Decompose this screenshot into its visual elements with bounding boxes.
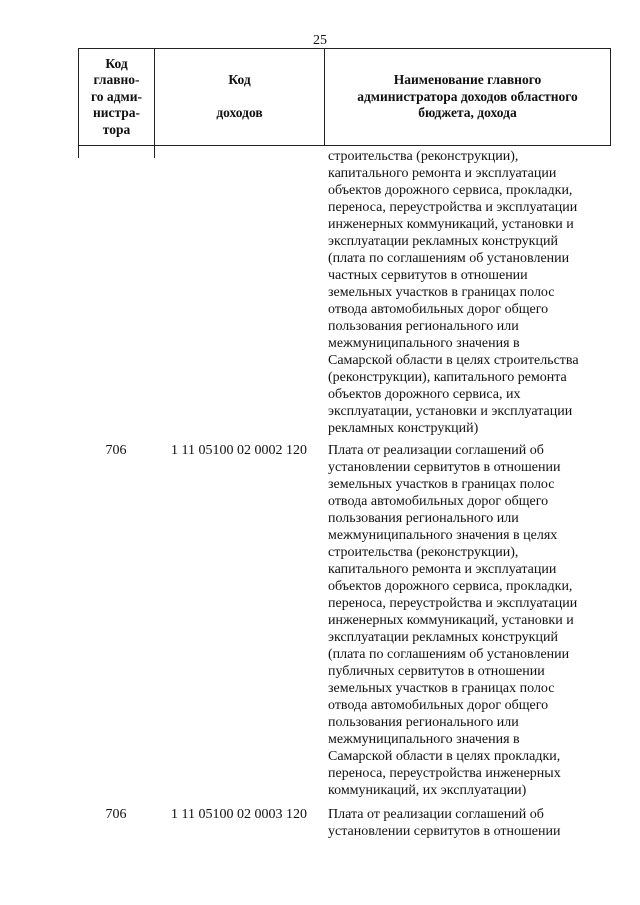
continuation-block [78,148,610,438]
row-name: Плата от реализации соглашений об установлении сервитутов в отношении земельных участков в границах полос отвода автомобильных дорог общего пользования регионального или межмуниципального значения в целях строительства (реконструкции), капитального ремонта и эксплуатации объектов дорожного сервиса, прокладки, переноса, переустройства и эксплуатации инженерных коммуникаций, установки и эксплуатации рекламных конструкций (плата по соглашениям об установлении публичных сервитутов в отношении земельных участков в границах полос отвода автомобильных дорог общего пользования регионального или межмуниципального значения в Самарской области в целях прокладки, переноса, переустройства инженерных коммуникаций, их эксплуатации) [328,443,578,798]
table-row [78,806,610,846]
header-income-code: Код доходов [155,49,325,146]
row-admin-code: 706 [105,807,127,822]
table-row [78,442,610,802]
row-income-code: 1 11 05100 02 0002 120 [171,443,307,458]
row-name: Плата от реализации соглашений об установлении сервитутов в отношении [328,807,561,839]
continuation-text: строительства (реконструкции), капитального ремонта и эксплуатации объектов дорожного сервиса, прокладки, переноса, переустройства и эксплуатации инженерных коммуникаций, установки и эксплуатации рекламных конструкций (плата по соглашениям об установлении частных сервитутов в отношении земельных участков в границах полос отвода автомобильных дорог общего пользования регионального или межмуниципального значения в Самарской области в целях строительства (реконструкции), капитального ремонта объектов дорожного сервиса, их эксплуатации, установки и эксплуатации рекламных конструкций) [328,149,579,436]
header-admin-code: Код главно- го адми- нистра- тора [79,49,155,146]
row-admin-code: 706 [105,443,127,458]
row-income-code: 1 11 05100 02 0003 120 [171,807,307,822]
header-name: Наименование главного администратора доходов областного бюджета, дохода [325,49,611,146]
table-header [78,48,611,146]
page-number: 25 [313,33,327,48]
